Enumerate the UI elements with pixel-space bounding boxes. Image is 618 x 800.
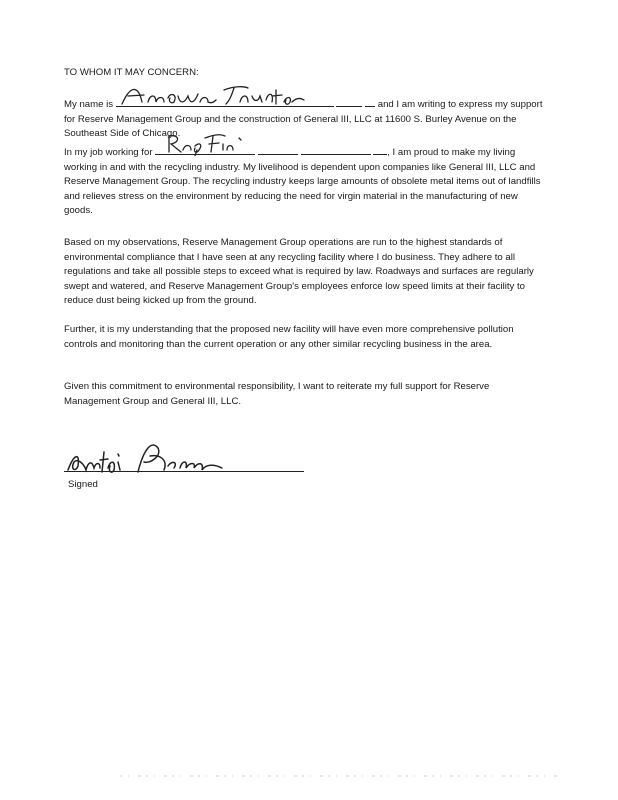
paragraph-observations: Based on my observations, Reserve Management Group operations are run to the highest standards of environmental compliance that I have seen at any recycling facility where I do business. They adhere to all regulations and take all possible steps to exceed what is required by law. Roadways and surfaces are regularly swept and watered, and Reserve Management Group's employees enforce low speed limits at their facility to reduce dust being kicked up from the ground. xyxy=(64,237,534,307)
name-blank-extra xyxy=(336,96,362,107)
employer-blank xyxy=(155,144,255,155)
name-suffix: and I am writing to express my support for Reserve Management Group and the construction of General III, LLC at 11600 S. Burley Avenue on the Southeast Side of Chicago. xyxy=(64,99,543,140)
scan-artifact-icon xyxy=(120,774,560,778)
signature-line xyxy=(64,471,304,472)
name-prefix: My name is xyxy=(64,99,114,110)
signature-area xyxy=(64,434,304,478)
employer-prefix: In my job working for xyxy=(64,147,153,158)
paragraph-employer xyxy=(64,144,544,219)
paragraph-facility: Further, it is my understanding that the proposed new facility will have even more comprehensive pollution controls and monitoring than the current operation or any other similar recycling business in the area. xyxy=(64,324,514,350)
employer-suffix: , I am proud to make my living working in and with the recycling industry. My livelihood is dependent upon companies like General III, LLC and Reserve Management Group. The recycling industry keeps large amounts of obsolete metal items out of landfills and relieves stress on the environment by reducing the need for virgin material in the manufacturing of new goods. xyxy=(64,147,541,217)
employer-blank-extra-2 xyxy=(301,144,371,155)
employer-blank-extra-3 xyxy=(373,144,387,155)
salutation: TO WHOM IT MAY CONCERN: xyxy=(64,67,199,78)
employer-blank-extra xyxy=(258,144,298,155)
name-blank-extra-2 xyxy=(365,96,375,107)
signed-label: Signed xyxy=(68,479,98,490)
handwritten-employer-icon xyxy=(155,130,255,156)
name-blank xyxy=(116,96,334,107)
handwritten-name-icon xyxy=(116,82,334,108)
paragraph-name xyxy=(64,96,544,142)
paragraph-closing: Given this commitment to environmental responsibility, I want to reiterate my full support for Reserve Management Group and General III, LLC. xyxy=(64,381,490,407)
